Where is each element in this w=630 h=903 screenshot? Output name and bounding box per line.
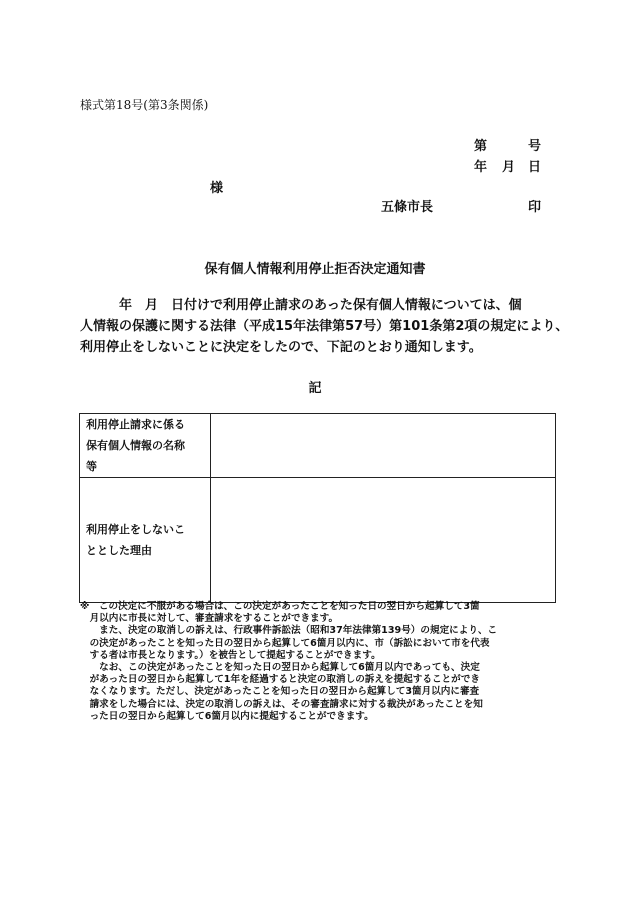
note-line: また、決定の取消しの訴えは、行政事件訴訟法（昭和37年法律第139号）の規定により、こ [80,625,498,637]
doc-number-dai: 第 [474,139,488,154]
note-line: った日の翌日から起算して6箇月以内に提起することができます。 [80,710,374,722]
document-title: 保有個人情報利用停止拒否決定通知書 [204,262,426,277]
table-row [80,414,556,478]
form-number: 様式第18号(第3条関係) [80,98,209,112]
label-line: 保有個人情報の名称 [86,439,185,452]
note-line: なお、この決定があったことを知った日の翌日から起算して6箇月以内であっても、決定 [80,662,480,674]
body-paragraph [80,295,569,358]
row-label-reason [80,478,211,603]
details-table [79,413,556,603]
note-line: ※ この決定に不服がある場合は、この決定があったことを知った日の翌日から起算して3箇 [80,601,480,612]
label-line: 利用停止請求に係る [86,418,185,431]
body-line: 人情報の保護に関する法律（平成15年法律第57号）第101条第2項の規定により、 [80,319,569,334]
doc-number-go: 号 [528,139,542,154]
body-line: 年 月 日付けで利用停止請求のあった保有個人情報については、個 [80,298,522,313]
date-day: 日 [528,160,542,175]
ki-heading: 記 [308,381,322,396]
note-line: の決定があったことを知った日の翌日から起算して6箇月以内に、市（訴訟において市を代表 [80,637,490,649]
row-label-info-name [80,414,211,478]
date-month: 月 [502,160,516,175]
body-line: 利用停止をしないことに決定をしたので、下記のとおり通知します。 [80,340,482,355]
table-row [80,478,556,603]
date-year: 年 [474,160,488,175]
row-value-reason[interactable] [211,478,556,603]
addressee-suffix: 様 [210,181,224,196]
note-line: する者は市長となります。）を被告として提起することができます。 [80,649,381,661]
notes-section [80,601,558,723]
note-line: 月以内に市長に対して、審査請求をすることができます。 [80,613,339,625]
label-line: 等 [86,460,97,473]
label-line: ととした理由 [86,544,152,557]
label-line: 利用停止をしないこ [86,523,185,536]
note-line: があった日の翌日から起算して1年を経過すると決定の取消しの訴えを提起することができ [80,674,480,686]
note-line: 請求をした場合には、決定の取消しの訴えは、その審査請求に対する裁決があったことを知 [80,698,483,710]
row-value-info-name[interactable] [211,414,556,478]
issuer-name: 五條市長 [381,200,434,215]
seal-mark: 印 [528,200,542,215]
note-line: なくなります。ただし、決定があったことを知った日の翌日から起算して3箇月以内に審査 [80,686,480,698]
